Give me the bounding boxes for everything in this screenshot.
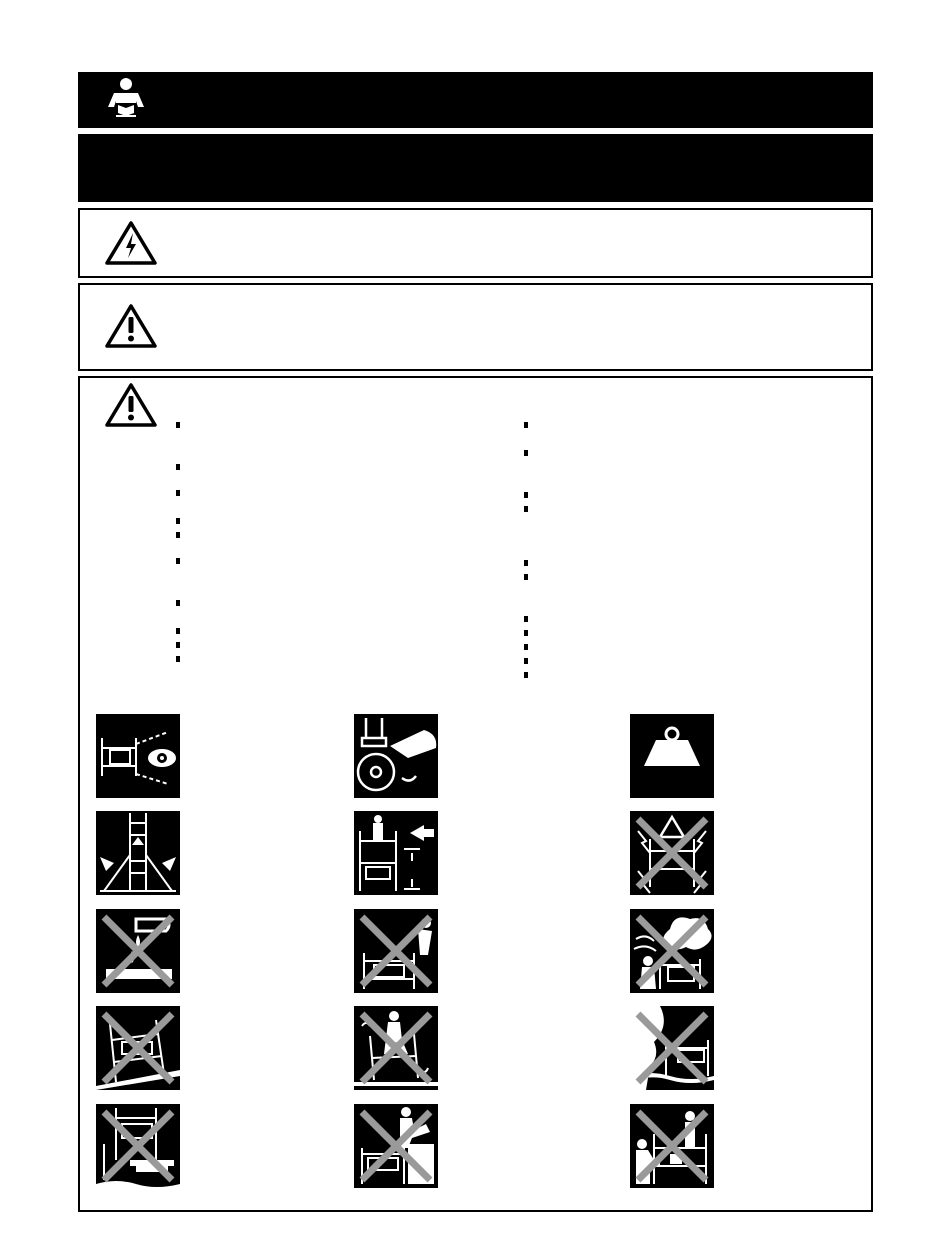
no-leaning-icon <box>354 909 438 993</box>
list-item <box>176 642 180 648</box>
list-item <box>524 560 528 566</box>
list-item <box>524 492 528 498</box>
warning-box <box>78 283 873 371</box>
read-manual-icon <box>104 77 148 123</box>
list-item <box>176 490 180 496</box>
inspect-scaffold-icon <box>96 714 180 798</box>
list-item <box>176 600 180 606</box>
list-item <box>524 506 528 512</box>
list-item <box>176 656 180 662</box>
list-item <box>176 558 180 564</box>
guardrail-height-icon <box>354 811 438 895</box>
list-item <box>524 450 528 456</box>
electrical-hazard-box <box>78 208 873 278</box>
list-item <box>524 658 528 664</box>
list-item <box>524 574 528 580</box>
title-bar <box>78 134 873 202</box>
list-item <box>176 628 180 634</box>
electrical-hazard-icon <box>105 221 157 265</box>
no-pushing-occupied-icon <box>630 1104 714 1188</box>
safety-rules-box <box>78 376 873 1212</box>
no-soft-ground-icon <box>630 1006 714 1090</box>
list-item <box>176 422 180 428</box>
no-moving-occupied-icon <box>354 1006 438 1090</box>
list-item <box>524 422 528 428</box>
list-item <box>176 518 180 524</box>
warning-icon <box>105 304 157 348</box>
list-item <box>524 672 528 678</box>
lock-casters-icon <box>354 714 438 798</box>
warning-icon <box>105 383 157 427</box>
no-electrical-lines-icon <box>630 811 714 895</box>
list-item <box>524 616 528 622</box>
list-item <box>524 630 528 636</box>
no-bridging-icon <box>96 1104 180 1188</box>
list-item <box>176 464 180 470</box>
list-item <box>176 532 180 538</box>
no-climbing-objects-icon <box>354 1104 438 1188</box>
no-wind-storm-icon <box>630 909 714 993</box>
no-slope-icon <box>96 1006 180 1090</box>
header-bar <box>78 72 873 128</box>
outriggers-icon <box>96 811 180 895</box>
list-item <box>524 644 528 650</box>
no-chemicals-icon <box>96 909 180 993</box>
load-weight-icon <box>630 714 714 798</box>
